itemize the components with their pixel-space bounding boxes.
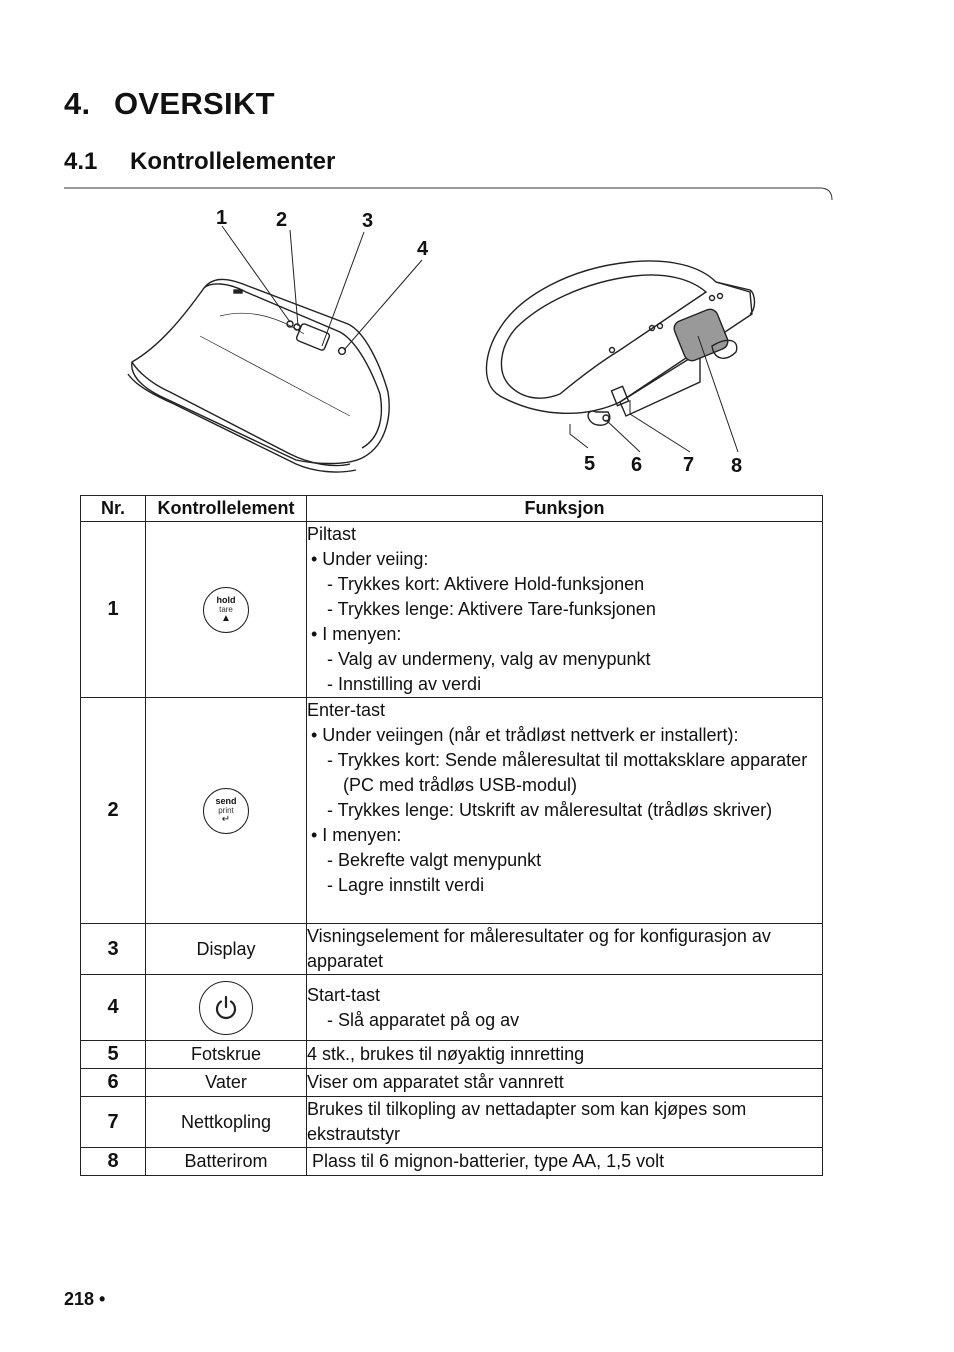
callout-2: 2 [276, 209, 288, 231]
function-cell [307, 1097, 823, 1148]
row-number: 7 [81, 1097, 146, 1148]
header-function: Funksjon [307, 496, 823, 522]
row-number: 4 [81, 975, 146, 1041]
control-name: Vater [146, 1069, 307, 1097]
device-illustration [100, 196, 780, 486]
function-cell: Plass til 6 mignon-batterier, type AA, 1,5 volt [307, 1148, 823, 1176]
callout-4: 4 [417, 238, 429, 260]
section-number: 4. [64, 86, 91, 121]
function-cell: 4 stk., brukes til nøyaktig innretting [307, 1041, 823, 1069]
row-number: 8 [81, 1148, 146, 1176]
header-nr: Nr. [81, 496, 146, 522]
function-line: Enter-tast [307, 700, 386, 720]
function-line: - Trykkes lenge: Utskrift av måleresultat (trådløs skriver) [327, 800, 773, 820]
row-number: 2 [81, 698, 146, 924]
table-row [81, 1097, 823, 1148]
function-cell: Viser om apparatet står vannrett [307, 1069, 823, 1097]
control-name: Batterirom [146, 1148, 307, 1176]
hold-tare-key-icon: hold tare ▲ [203, 587, 249, 633]
controls-table [80, 495, 823, 1176]
header-control: Kontrollelement [146, 496, 307, 522]
control-name: Nettkopling [146, 1097, 307, 1148]
table-row [81, 1148, 823, 1176]
section-heading [64, 86, 275, 122]
function-cell [307, 698, 823, 924]
function-line: - Trykkes lenge: Aktivere Tare-funksjonen [327, 599, 656, 619]
row-number: 6 [81, 1069, 146, 1097]
function-line: - Innstilling av verdi [327, 674, 482, 694]
subsection-heading [64, 148, 335, 176]
section-title: OVERSIKT [114, 86, 275, 121]
control-name: Fotskrue [146, 1041, 307, 1069]
device-side-view [486, 261, 754, 425]
table-row [81, 1041, 823, 1069]
table-row [81, 698, 823, 924]
subsection-title: Kontrollelementer [130, 148, 336, 175]
function-line: • I menyen: [311, 825, 402, 845]
table-row [81, 975, 823, 1041]
function-line: • I menyen: [311, 624, 402, 644]
function-line: Piltast [307, 524, 357, 544]
device-top-view [128, 279, 389, 472]
callout-7: 7 [683, 454, 695, 476]
function-line: - Lagre innstilt verdi [327, 875, 485, 895]
function-cell [307, 975, 823, 1041]
row-number: 3 [81, 924, 146, 975]
function-line: - Trykkes kort: Aktivere Hold-funksjonen [327, 574, 645, 594]
function-line: • Under veiing: [311, 549, 429, 569]
function-line: - Slå apparatet på og av [327, 1009, 520, 1030]
callout-1: 1 [216, 207, 228, 229]
callout-3: 3 [362, 210, 374, 232]
function-line: • Under veiingen (når et trådløst nettverk er installert): [311, 725, 739, 745]
row-number: 5 [81, 1041, 146, 1069]
function-cell [307, 924, 823, 975]
subsection-number: 4.1 [64, 148, 98, 175]
function-cell [307, 522, 823, 698]
function-line: - Valg av undermeny, valg av menypunkt [327, 649, 651, 669]
callout-8: 8 [731, 455, 743, 477]
function-line: Brukes til tilkopling av nettadapter som kan kjøpes som ekstrautstyr [307, 1099, 747, 1144]
control-name: Display [146, 924, 307, 975]
callout-6: 6 [631, 454, 643, 476]
send-print-key-icon: send print ↵ [203, 788, 249, 834]
table-header-row [81, 496, 823, 522]
table-row [81, 522, 823, 698]
page-number: 218 • [64, 1289, 106, 1309]
function-line: - Bekrefte valgt menypunkt [327, 850, 542, 870]
power-symbol-icon [213, 995, 239, 1021]
function-line: - Trykkes kort: Sende måleresultat til mottaksklare apparater (PC med trådløs USB-modul) [327, 750, 808, 795]
function-line: Visningselement for måleresultater og for konfigurasjon av apparatet [307, 926, 771, 971]
row-number: 1 [81, 522, 146, 698]
power-button-icon [199, 981, 253, 1035]
table-row [81, 924, 823, 975]
function-line: Start-tast [307, 984, 381, 1005]
callout-5: 5 [584, 453, 596, 475]
table-row [81, 1069, 823, 1097]
